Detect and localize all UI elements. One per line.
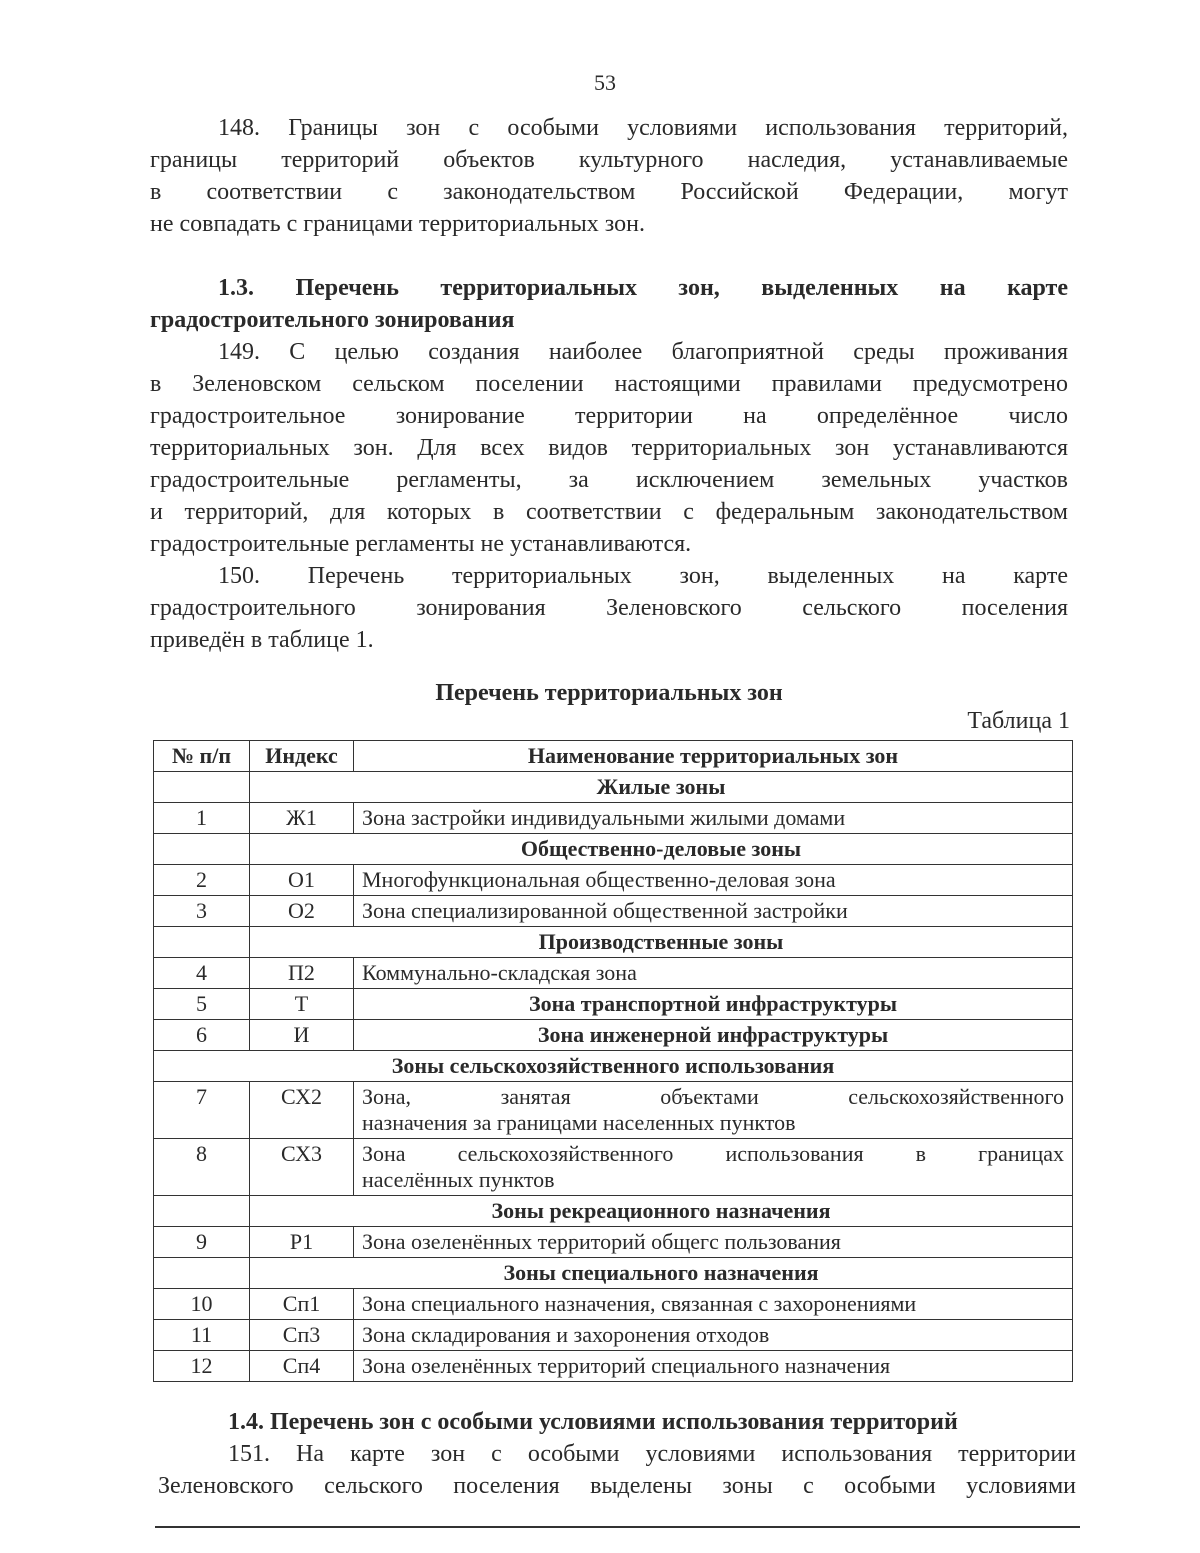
table-row (154, 989, 1073, 1020)
row-index: Т (250, 989, 354, 1020)
row-index: Сп1 (250, 1289, 354, 1320)
table-row (154, 1139, 1073, 1196)
p150-line-3: приведён в таблице 1. (150, 627, 374, 653)
header-name: Наименование территориальных зон (354, 741, 1073, 772)
row-num: 12 (154, 1351, 250, 1382)
p149-line-6: и территорий, для которых в соответствии с федеральным законодательством (150, 499, 1068, 525)
row-index: О2 (250, 896, 354, 927)
row-index: Сп3 (250, 1320, 354, 1351)
row-num: 7 (154, 1082, 250, 1139)
group-empty-cell (154, 772, 250, 803)
row-index: СХ3 (250, 1139, 354, 1196)
row-index: О1 (250, 865, 354, 896)
row-name: Зона специального назначения, связанная с захоронениями (354, 1289, 1073, 1320)
p151-line-1: 151. На карте зон с особыми условиями использования территории (228, 1441, 1076, 1467)
row-name: Многофункциональная общественно-деловая зона (354, 865, 1073, 896)
row-name: Зона транспортной инфраструктуры (354, 989, 1073, 1020)
group-row (154, 834, 1073, 865)
row-num: 10 (154, 1289, 250, 1320)
section-1-3-heading-line-2: градостроительного зонирования (150, 307, 515, 333)
section-1-3-heading-line-1: 1.3. Перечень территориальных зон, выделенных на карте (218, 275, 1068, 301)
group-industrial: Производственные зоны (250, 927, 1073, 958)
header-num: № п/п (154, 741, 250, 772)
row-name (354, 1139, 1073, 1196)
p151-line-2: Зеленовского сельского поселения выделены зоны с особыми условиями (158, 1473, 1076, 1499)
row-name: Зона озеленённых территорий специального назначения (354, 1351, 1073, 1382)
row-name-line-2: населённых пунктов (362, 1167, 555, 1192)
group-public: Общественно-деловые зоны (250, 834, 1073, 865)
row-name-line-1: Зона сельскохозяйственного использования в границах (362, 1141, 1064, 1166)
table-title: Перечень территориальных зон (435, 680, 783, 706)
row-num: 2 (154, 865, 250, 896)
row-name: Зона специализированной общественной застройки (354, 896, 1073, 927)
table-row (154, 1351, 1073, 1382)
row-name: Зона озеленённых территорий общегс пользования (354, 1227, 1073, 1258)
table-row (154, 1227, 1073, 1258)
row-index: Р1 (250, 1227, 354, 1258)
p149-line-5: градостроительные регламенты, за исключением земельных участков (150, 467, 1068, 493)
p148-line-1: 148. Границы зон с особыми условиями использования территорий, (218, 115, 1068, 141)
table-row (154, 803, 1073, 834)
group-empty-cell (154, 1258, 250, 1289)
row-name: Зона складирования и захоронения отходов (354, 1320, 1073, 1351)
table-header-row (154, 741, 1073, 772)
table-row (154, 1020, 1073, 1051)
row-name (354, 1082, 1073, 1139)
p149-line-7: градостроительные регламенты не устанавливаются. (150, 531, 692, 557)
group-row (154, 927, 1073, 958)
table-row (154, 1289, 1073, 1320)
row-index: Сп4 (250, 1351, 354, 1382)
group-residential: Жилые зоны (250, 772, 1073, 803)
group-special: Зоны специального назначения (250, 1258, 1073, 1289)
table-row (154, 958, 1073, 989)
row-num: 6 (154, 1020, 250, 1051)
row-name: Коммунально-складская зона (354, 958, 1073, 989)
group-recreational: Зоны рекреационного назначения (250, 1196, 1073, 1227)
row-index: Ж1 (250, 803, 354, 834)
row-index: СХ2 (250, 1082, 354, 1139)
table-row (154, 1320, 1073, 1351)
p148-line-2: границы территорий объектов культурного наследия, устанавливаемые (150, 147, 1068, 173)
p148-line-4: не совпадать с границами территориальных зон. (150, 211, 645, 237)
row-index: И (250, 1020, 354, 1051)
group-row (154, 772, 1073, 803)
table-row (154, 1082, 1073, 1139)
table-caption: Таблица 1 (967, 708, 1070, 734)
row-index: П2 (250, 958, 354, 989)
footer-rule (155, 1526, 1080, 1528)
row-num: 5 (154, 989, 250, 1020)
p150-line-1: 150. Перечень территориальных зон, выделенных на карте (218, 563, 1068, 589)
row-name: Зона инженерной инфраструктуры (354, 1020, 1073, 1051)
p149-line-1: 149. С целью создания наиболее благоприятной среды проживания (218, 339, 1068, 365)
table-row (154, 865, 1073, 896)
row-num: 11 (154, 1320, 250, 1351)
row-name-line-2: назначения за границами населенных пунктов (362, 1110, 796, 1135)
row-num: 9 (154, 1227, 250, 1258)
page-number: 53 (594, 70, 616, 95)
group-empty-cell (154, 927, 250, 958)
p148-line-3: в соответствии с законодательством Российской Федерации, могут (150, 179, 1068, 205)
p149-line-3: градостроительное зонирование территории на определённое число (150, 403, 1068, 429)
header-index: Индекс (250, 741, 354, 772)
group-empty-cell (154, 1196, 250, 1227)
territorial-zones-table (153, 740, 1073, 1382)
row-num: 8 (154, 1139, 250, 1196)
p150-line-2: градостроительного зонирования Зеленовского сельского поселения (150, 595, 1068, 621)
table-row (154, 896, 1073, 927)
group-row (154, 1051, 1073, 1082)
p149-line-4: территориальных зон. Для всех видов территориальных зон устанавливаются (150, 435, 1068, 461)
row-num: 4 (154, 958, 250, 989)
p149-line-2: в Зеленовском сельском поселении настоящими правилами предусмотрено (150, 371, 1068, 397)
group-agricultural: Зоны сельскохозяйственного использования (154, 1051, 1073, 1082)
row-num: 3 (154, 896, 250, 927)
row-name: Зона застройки индивидуальными жилыми домами (354, 803, 1073, 834)
group-row (154, 1196, 1073, 1227)
row-num: 1 (154, 803, 250, 834)
group-empty-cell (154, 834, 250, 865)
group-row (154, 1258, 1073, 1289)
row-name-line-1: Зона, занятая объектами сельскохозяйственного (362, 1084, 1064, 1109)
section-1-4-heading: 1.4. Перечень зон с особыми условиями использования территорий (228, 1409, 958, 1435)
